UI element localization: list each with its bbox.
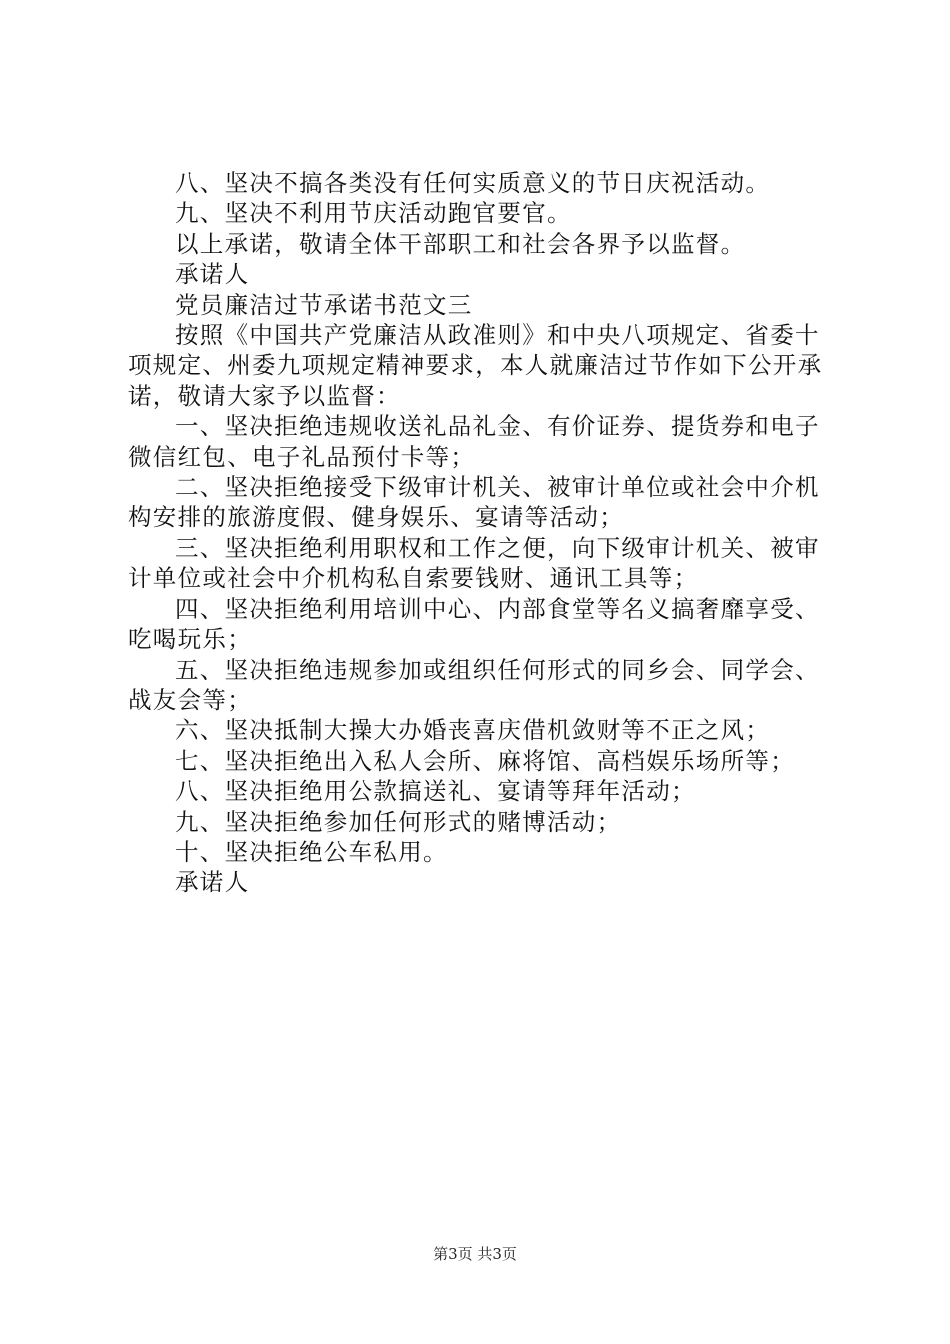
paragraph-item-7: 七、坚决拒绝出入私人会所、麻将馆、高档娱乐场所等； bbox=[175, 746, 795, 775]
paragraph-item-5: 五、坚决拒绝违规参加或组织任何形式的同乡会、同学会、战友会等； bbox=[128, 655, 820, 714]
paragraph-item-4: 四、坚决拒绝利用培训中心、内部食堂等名义搞奢靡享受、吃喝玩乐； bbox=[128, 594, 820, 654]
paragraph-signatory-2: 承诺人 bbox=[175, 868, 250, 897]
paragraph-item-3: 三、坚决拒绝利用职权和工作之便，向下级审计机关、被审计单位或社会中介机构私自索要钱财、通讯工具等； bbox=[128, 533, 820, 593]
paragraph-item-8b: 八、坚决拒绝用公款搞送礼、宴请等拜年活动； bbox=[175, 777, 696, 806]
paragraph-supervision-note: 以上承诺，敬请全体干部职工和社会各界予以监督。 bbox=[175, 229, 746, 258]
paragraph-signatory: 承诺人 bbox=[175, 260, 250, 289]
paragraph-item-6: 六、坚决抵制大操大办婚丧喜庆借机敛财等不正之风； bbox=[175, 716, 771, 745]
paragraph-item-9b: 九、坚决拒绝参加任何形式的赌博活动； bbox=[175, 807, 622, 836]
paragraph-item-9: 九、坚决不利用节庆活动跑官要官。 bbox=[175, 199, 572, 228]
paragraph-item-2: 二、坚决拒绝接受下级审计机关、被审计单位或社会中介机构安排的旅游度假、健身娱乐、宴请等活动； bbox=[128, 473, 820, 532]
page-footer bbox=[0, 1244, 950, 1264]
paragraph-item-8: 八、坚决不搞各类没有任何实质意义的节日庆祝活动。 bbox=[175, 169, 771, 197]
document-body bbox=[128, 168, 838, 898]
section-heading: 党员廉洁过节承诺书范文三 bbox=[175, 290, 473, 319]
paragraph-item-1: 一、坚决拒绝违规收送礼品礼金、有价证券、提货券和电子微信红包、电子礼品预付卡等； bbox=[128, 412, 820, 471]
paragraph-item-10: 十、坚决拒绝公车私用。 bbox=[175, 837, 448, 866]
paragraph-intro: 按照《中国共产党廉洁从政准则》和中央八项规定、省委十项规定、州委九项规定精神要求，本人就廉洁过节作如下公开承诺，敬请大家予以监督： bbox=[128, 321, 823, 410]
page-number-label: 第3页 共3页 bbox=[433, 1245, 517, 1263]
